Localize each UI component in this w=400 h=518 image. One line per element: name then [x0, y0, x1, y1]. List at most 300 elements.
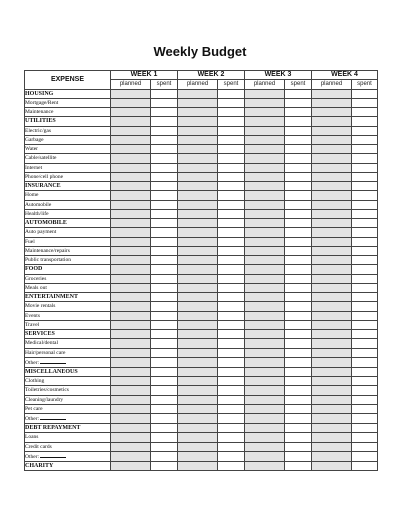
- spent-cell[interactable]: [218, 414, 245, 424]
- spent-cell[interactable]: [151, 293, 178, 302]
- planned-cell[interactable]: [178, 433, 218, 442]
- planned-cell[interactable]: [178, 283, 218, 292]
- spent-cell[interactable]: [218, 117, 245, 126]
- spent-cell[interactable]: [218, 89, 245, 98]
- planned-cell[interactable]: [178, 126, 218, 135]
- planned-cell[interactable]: [178, 386, 218, 395]
- spent-cell[interactable]: [352, 163, 378, 172]
- spent-cell[interactable]: [218, 442, 245, 451]
- planned-cell[interactable]: [312, 348, 352, 357]
- spent-cell[interactable]: [151, 145, 178, 154]
- spent-cell[interactable]: [151, 246, 178, 255]
- planned-cell[interactable]: [111, 433, 151, 442]
- spent-cell[interactable]: [151, 414, 178, 424]
- planned-cell[interactable]: [245, 386, 285, 395]
- spent-cell[interactable]: [285, 163, 312, 172]
- spent-cell[interactable]: [151, 395, 178, 404]
- planned-cell[interactable]: [312, 424, 352, 433]
- spent-cell[interactable]: [218, 154, 245, 163]
- spent-cell[interactable]: [352, 367, 378, 376]
- spent-cell[interactable]: [151, 274, 178, 283]
- spent-cell[interactable]: [285, 98, 312, 107]
- planned-cell[interactable]: [111, 404, 151, 413]
- planned-cell[interactable]: [178, 265, 218, 274]
- planned-cell[interactable]: [245, 256, 285, 265]
- spent-cell[interactable]: [352, 302, 378, 311]
- planned-cell[interactable]: [178, 135, 218, 144]
- planned-cell[interactable]: [178, 172, 218, 181]
- spent-cell[interactable]: [285, 274, 312, 283]
- planned-cell[interactable]: [178, 200, 218, 209]
- spent-cell[interactable]: [285, 256, 312, 265]
- planned-cell[interactable]: [111, 424, 151, 433]
- spent-cell[interactable]: [285, 219, 312, 228]
- spent-cell[interactable]: [352, 154, 378, 163]
- spent-cell[interactable]: [218, 424, 245, 433]
- spent-cell[interactable]: [285, 135, 312, 144]
- spent-cell[interactable]: [352, 442, 378, 451]
- planned-cell[interactable]: [312, 293, 352, 302]
- planned-cell[interactable]: [312, 145, 352, 154]
- spent-cell[interactable]: [218, 98, 245, 107]
- planned-cell[interactable]: [178, 145, 218, 154]
- planned-cell[interactable]: [312, 320, 352, 329]
- planned-cell[interactable]: [312, 302, 352, 311]
- planned-cell[interactable]: [245, 302, 285, 311]
- spent-cell[interactable]: [285, 265, 312, 274]
- spent-cell[interactable]: [352, 404, 378, 413]
- planned-cell[interactable]: [111, 182, 151, 191]
- planned-cell[interactable]: [111, 414, 151, 424]
- planned-cell[interactable]: [245, 348, 285, 357]
- spent-cell[interactable]: [151, 367, 178, 376]
- planned-cell[interactable]: [245, 135, 285, 144]
- spent-cell[interactable]: [285, 145, 312, 154]
- spent-cell[interactable]: [285, 348, 312, 357]
- planned-cell[interactable]: [312, 98, 352, 107]
- spent-cell[interactable]: [352, 182, 378, 191]
- spent-cell[interactable]: [352, 451, 378, 461]
- spent-cell[interactable]: [285, 367, 312, 376]
- spent-cell[interactable]: [218, 357, 245, 367]
- planned-cell[interactable]: [312, 339, 352, 348]
- planned-cell[interactable]: [245, 117, 285, 126]
- planned-cell[interactable]: [111, 126, 151, 135]
- spent-cell[interactable]: [151, 311, 178, 320]
- spent-cell[interactable]: [352, 172, 378, 181]
- planned-cell[interactable]: [178, 274, 218, 283]
- planned-cell[interactable]: [312, 283, 352, 292]
- planned-cell[interactable]: [111, 283, 151, 292]
- planned-cell[interactable]: [245, 311, 285, 320]
- planned-cell[interactable]: [312, 395, 352, 404]
- spent-cell[interactable]: [151, 200, 178, 209]
- planned-cell[interactable]: [245, 330, 285, 339]
- spent-cell[interactable]: [352, 274, 378, 283]
- spent-cell[interactable]: [218, 172, 245, 181]
- planned-cell[interactable]: [111, 172, 151, 181]
- spent-cell[interactable]: [285, 117, 312, 126]
- spent-cell[interactable]: [218, 228, 245, 237]
- planned-cell[interactable]: [312, 433, 352, 442]
- planned-cell[interactable]: [312, 442, 352, 451]
- spent-cell[interactable]: [218, 461, 245, 470]
- spent-cell[interactable]: [352, 117, 378, 126]
- planned-cell[interactable]: [178, 108, 218, 117]
- planned-cell[interactable]: [178, 293, 218, 302]
- spent-cell[interactable]: [218, 339, 245, 348]
- planned-cell[interactable]: [178, 339, 218, 348]
- spent-cell[interactable]: [151, 424, 178, 433]
- spent-cell[interactable]: [285, 126, 312, 135]
- spent-cell[interactable]: [218, 126, 245, 135]
- spent-cell[interactable]: [151, 302, 178, 311]
- spent-cell[interactable]: [151, 135, 178, 144]
- planned-cell[interactable]: [178, 209, 218, 218]
- planned-cell[interactable]: [312, 367, 352, 376]
- spent-cell[interactable]: [352, 108, 378, 117]
- planned-cell[interactable]: [178, 302, 218, 311]
- planned-cell[interactable]: [245, 424, 285, 433]
- planned-cell[interactable]: [178, 228, 218, 237]
- planned-cell[interactable]: [312, 256, 352, 265]
- planned-cell[interactable]: [111, 256, 151, 265]
- planned-cell[interactable]: [111, 461, 151, 470]
- planned-cell[interactable]: [312, 414, 352, 424]
- planned-cell[interactable]: [312, 219, 352, 228]
- spent-cell[interactable]: [218, 274, 245, 283]
- planned-cell[interactable]: [312, 182, 352, 191]
- spent-cell[interactable]: [285, 424, 312, 433]
- planned-cell[interactable]: [111, 377, 151, 386]
- spent-cell[interactable]: [285, 108, 312, 117]
- spent-cell[interactable]: [285, 302, 312, 311]
- spent-cell[interactable]: [285, 433, 312, 442]
- planned-cell[interactable]: [312, 117, 352, 126]
- spent-cell[interactable]: [218, 145, 245, 154]
- spent-cell[interactable]: [352, 126, 378, 135]
- planned-cell[interactable]: [111, 320, 151, 329]
- spent-cell[interactable]: [151, 442, 178, 451]
- planned-cell[interactable]: [178, 219, 218, 228]
- spent-cell[interactable]: [151, 330, 178, 339]
- planned-cell[interactable]: [245, 145, 285, 154]
- planned-cell[interactable]: [178, 320, 218, 329]
- spent-cell[interactable]: [151, 404, 178, 413]
- spent-cell[interactable]: [352, 424, 378, 433]
- planned-cell[interactable]: [111, 135, 151, 144]
- spent-cell[interactable]: [218, 311, 245, 320]
- spent-cell[interactable]: [352, 246, 378, 255]
- planned-cell[interactable]: [178, 330, 218, 339]
- spent-cell[interactable]: [285, 283, 312, 292]
- spent-cell[interactable]: [285, 246, 312, 255]
- spent-cell[interactable]: [352, 377, 378, 386]
- spent-cell[interactable]: [285, 89, 312, 98]
- planned-cell[interactable]: [111, 395, 151, 404]
- spent-cell[interactable]: [151, 209, 178, 218]
- planned-cell[interactable]: [178, 117, 218, 126]
- spent-cell[interactable]: [218, 237, 245, 246]
- spent-cell[interactable]: [352, 200, 378, 209]
- spent-cell[interactable]: [352, 89, 378, 98]
- spent-cell[interactable]: [151, 348, 178, 357]
- planned-cell[interactable]: [111, 163, 151, 172]
- spent-cell[interactable]: [352, 237, 378, 246]
- spent-cell[interactable]: [352, 219, 378, 228]
- planned-cell[interactable]: [178, 246, 218, 255]
- spent-cell[interactable]: [218, 377, 245, 386]
- spent-cell[interactable]: [151, 228, 178, 237]
- planned-cell[interactable]: [312, 274, 352, 283]
- spent-cell[interactable]: [151, 108, 178, 117]
- spent-cell[interactable]: [352, 145, 378, 154]
- planned-cell[interactable]: [111, 293, 151, 302]
- planned-cell[interactable]: [178, 451, 218, 461]
- spent-cell[interactable]: [218, 246, 245, 255]
- planned-cell[interactable]: [312, 330, 352, 339]
- planned-cell[interactable]: [245, 98, 285, 107]
- planned-cell[interactable]: [178, 367, 218, 376]
- spent-cell[interactable]: [352, 228, 378, 237]
- spent-cell[interactable]: [151, 265, 178, 274]
- spent-cell[interactable]: [151, 117, 178, 126]
- planned-cell[interactable]: [111, 339, 151, 348]
- planned-cell[interactable]: [312, 191, 352, 200]
- planned-cell[interactable]: [312, 89, 352, 98]
- spent-cell[interactable]: [218, 348, 245, 357]
- spent-cell[interactable]: [151, 386, 178, 395]
- planned-cell[interactable]: [178, 442, 218, 451]
- planned-cell[interactable]: [111, 117, 151, 126]
- planned-cell[interactable]: [111, 154, 151, 163]
- spent-cell[interactable]: [151, 154, 178, 163]
- spent-cell[interactable]: [352, 98, 378, 107]
- planned-cell[interactable]: [111, 191, 151, 200]
- spent-cell[interactable]: [151, 461, 178, 470]
- planned-cell[interactable]: [178, 163, 218, 172]
- planned-cell[interactable]: [178, 89, 218, 98]
- planned-cell[interactable]: [111, 237, 151, 246]
- spent-cell[interactable]: [352, 339, 378, 348]
- planned-cell[interactable]: [312, 163, 352, 172]
- spent-cell[interactable]: [285, 330, 312, 339]
- planned-cell[interactable]: [312, 172, 352, 181]
- planned-cell[interactable]: [245, 209, 285, 218]
- planned-cell[interactable]: [178, 357, 218, 367]
- planned-cell[interactable]: [312, 377, 352, 386]
- planned-cell[interactable]: [111, 348, 151, 357]
- spent-cell[interactable]: [151, 126, 178, 135]
- planned-cell[interactable]: [111, 89, 151, 98]
- planned-cell[interactable]: [312, 386, 352, 395]
- spent-cell[interactable]: [285, 191, 312, 200]
- planned-cell[interactable]: [178, 414, 218, 424]
- spent-cell[interactable]: [285, 451, 312, 461]
- planned-cell[interactable]: [245, 461, 285, 470]
- planned-cell[interactable]: [178, 395, 218, 404]
- planned-cell[interactable]: [245, 237, 285, 246]
- spent-cell[interactable]: [285, 320, 312, 329]
- planned-cell[interactable]: [312, 135, 352, 144]
- spent-cell[interactable]: [352, 461, 378, 470]
- spent-cell[interactable]: [285, 172, 312, 181]
- planned-cell[interactable]: [245, 126, 285, 135]
- planned-cell[interactable]: [312, 209, 352, 218]
- spent-cell[interactable]: [285, 414, 312, 424]
- planned-cell[interactable]: [111, 357, 151, 367]
- planned-cell[interactable]: [312, 357, 352, 367]
- spent-cell[interactable]: [151, 163, 178, 172]
- spent-cell[interactable]: [352, 414, 378, 424]
- spent-cell[interactable]: [285, 228, 312, 237]
- spent-cell[interactable]: [218, 386, 245, 395]
- planned-cell[interactable]: [312, 126, 352, 135]
- spent-cell[interactable]: [285, 293, 312, 302]
- spent-cell[interactable]: [285, 200, 312, 209]
- spent-cell[interactable]: [285, 311, 312, 320]
- spent-cell[interactable]: [151, 98, 178, 107]
- spent-cell[interactable]: [285, 339, 312, 348]
- planned-cell[interactable]: [178, 237, 218, 246]
- planned-cell[interactable]: [245, 414, 285, 424]
- spent-cell[interactable]: [285, 377, 312, 386]
- spent-cell[interactable]: [218, 302, 245, 311]
- spent-cell[interactable]: [352, 256, 378, 265]
- planned-cell[interactable]: [312, 108, 352, 117]
- spent-cell[interactable]: [218, 256, 245, 265]
- planned-cell[interactable]: [111, 145, 151, 154]
- planned-cell[interactable]: [245, 367, 285, 376]
- planned-cell[interactable]: [245, 246, 285, 255]
- planned-cell[interactable]: [178, 311, 218, 320]
- spent-cell[interactable]: [151, 191, 178, 200]
- planned-cell[interactable]: [245, 182, 285, 191]
- planned-cell[interactable]: [312, 404, 352, 413]
- spent-cell[interactable]: [151, 320, 178, 329]
- spent-cell[interactable]: [218, 209, 245, 218]
- spent-cell[interactable]: [285, 182, 312, 191]
- planned-cell[interactable]: [111, 219, 151, 228]
- spent-cell[interactable]: [151, 182, 178, 191]
- planned-cell[interactable]: [111, 265, 151, 274]
- planned-cell[interactable]: [245, 265, 285, 274]
- spent-cell[interactable]: [285, 237, 312, 246]
- planned-cell[interactable]: [111, 98, 151, 107]
- planned-cell[interactable]: [245, 172, 285, 181]
- spent-cell[interactable]: [218, 191, 245, 200]
- planned-cell[interactable]: [111, 228, 151, 237]
- spent-cell[interactable]: [352, 293, 378, 302]
- planned-cell[interactable]: [245, 320, 285, 329]
- planned-cell[interactable]: [245, 451, 285, 461]
- planned-cell[interactable]: [111, 200, 151, 209]
- spent-cell[interactable]: [352, 191, 378, 200]
- spent-cell[interactable]: [218, 163, 245, 172]
- planned-cell[interactable]: [111, 108, 151, 117]
- spent-cell[interactable]: [218, 200, 245, 209]
- planned-cell[interactable]: [245, 200, 285, 209]
- planned-cell[interactable]: [245, 228, 285, 237]
- spent-cell[interactable]: [218, 182, 245, 191]
- planned-cell[interactable]: [245, 108, 285, 117]
- planned-cell[interactable]: [245, 274, 285, 283]
- spent-cell[interactable]: [151, 256, 178, 265]
- spent-cell[interactable]: [151, 377, 178, 386]
- spent-cell[interactable]: [218, 330, 245, 339]
- planned-cell[interactable]: [312, 311, 352, 320]
- planned-cell[interactable]: [111, 451, 151, 461]
- planned-cell[interactable]: [111, 442, 151, 451]
- spent-cell[interactable]: [218, 433, 245, 442]
- spent-cell[interactable]: [218, 395, 245, 404]
- planned-cell[interactable]: [178, 424, 218, 433]
- planned-cell[interactable]: [312, 265, 352, 274]
- planned-cell[interactable]: [111, 274, 151, 283]
- spent-cell[interactable]: [218, 404, 245, 413]
- planned-cell[interactable]: [178, 256, 218, 265]
- spent-cell[interactable]: [352, 311, 378, 320]
- spent-cell[interactable]: [352, 395, 378, 404]
- planned-cell[interactable]: [178, 98, 218, 107]
- planned-cell[interactable]: [245, 293, 285, 302]
- spent-cell[interactable]: [218, 265, 245, 274]
- planned-cell[interactable]: [312, 228, 352, 237]
- spent-cell[interactable]: [352, 135, 378, 144]
- planned-cell[interactable]: [178, 404, 218, 413]
- planned-cell[interactable]: [245, 357, 285, 367]
- planned-cell[interactable]: [245, 283, 285, 292]
- spent-cell[interactable]: [151, 237, 178, 246]
- planned-cell[interactable]: [245, 404, 285, 413]
- spent-cell[interactable]: [285, 395, 312, 404]
- planned-cell[interactable]: [178, 348, 218, 357]
- planned-cell[interactable]: [111, 311, 151, 320]
- planned-cell[interactable]: [178, 154, 218, 163]
- spent-cell[interactable]: [285, 461, 312, 470]
- spent-cell[interactable]: [352, 283, 378, 292]
- planned-cell[interactable]: [178, 377, 218, 386]
- spent-cell[interactable]: [285, 442, 312, 451]
- spent-cell[interactable]: [218, 219, 245, 228]
- planned-cell[interactable]: [245, 191, 285, 200]
- spent-cell[interactable]: [218, 283, 245, 292]
- planned-cell[interactable]: [312, 237, 352, 246]
- spent-cell[interactable]: [285, 404, 312, 413]
- planned-cell[interactable]: [312, 200, 352, 209]
- spent-cell[interactable]: [285, 209, 312, 218]
- planned-cell[interactable]: [312, 461, 352, 470]
- spent-cell[interactable]: [285, 357, 312, 367]
- spent-cell[interactable]: [218, 320, 245, 329]
- spent-cell[interactable]: [352, 330, 378, 339]
- planned-cell[interactable]: [111, 246, 151, 255]
- planned-cell[interactable]: [245, 433, 285, 442]
- spent-cell[interactable]: [352, 348, 378, 357]
- planned-cell[interactable]: [178, 182, 218, 191]
- spent-cell[interactable]: [285, 386, 312, 395]
- planned-cell[interactable]: [245, 395, 285, 404]
- planned-cell[interactable]: [178, 461, 218, 470]
- planned-cell[interactable]: [245, 219, 285, 228]
- planned-cell[interactable]: [178, 191, 218, 200]
- spent-cell[interactable]: [151, 339, 178, 348]
- spent-cell[interactable]: [218, 135, 245, 144]
- spent-cell[interactable]: [151, 219, 178, 228]
- spent-cell[interactable]: [352, 265, 378, 274]
- planned-cell[interactable]: [111, 367, 151, 376]
- spent-cell[interactable]: [218, 451, 245, 461]
